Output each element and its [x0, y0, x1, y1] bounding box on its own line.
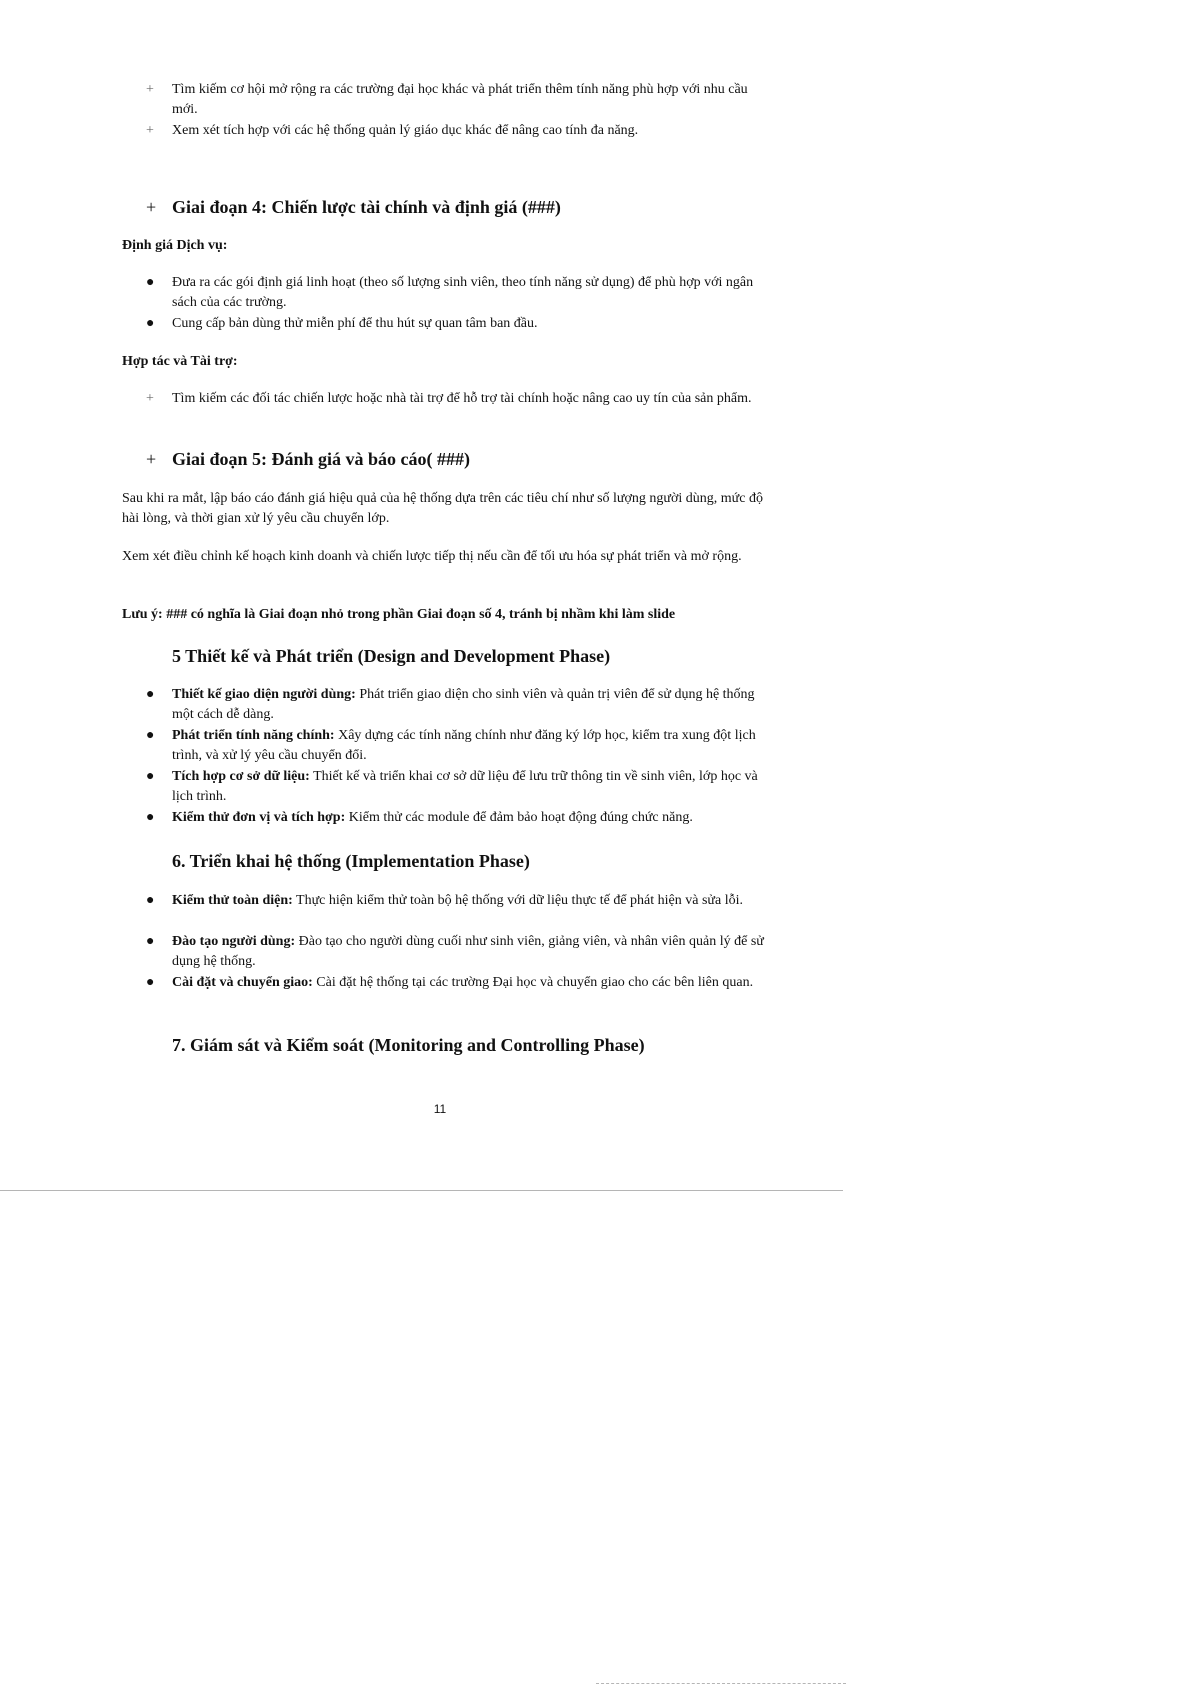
list-item-term: Đào tạo người dùng:: [172, 934, 296, 949]
stage-4-heading: [146, 195, 561, 219]
stage-5-title: Giai đoạn 5: Đánh giá và báo cáo( ###): [172, 449, 471, 469]
plus-bullet-icon: +: [146, 123, 154, 138]
list-item: [146, 80, 776, 120]
list-item-term: Tích hợp cơ sở dữ liệu:: [172, 769, 310, 784]
bullet-icon: ●: [146, 316, 155, 331]
list-item-text: Tìm kiếm cơ hội mở rộng ra các trường đại học khác và phát triển thêm tính năng phù hợp với nhu cầu mới.: [172, 82, 748, 117]
bullet-icon: ●: [146, 275, 155, 290]
bullet-icon: ●: [146, 975, 155, 990]
bullet-icon: ●: [146, 728, 155, 743]
stage-4-title: Giai đoạn 4: Chiến lược tài chính và định giá (###): [172, 197, 561, 217]
section-7-title: 7. Giám sát và Kiểm soát (Monitoring and Controlling Phase): [172, 1035, 645, 1055]
plus-bullet-icon: +: [146, 449, 157, 469]
list-item: [146, 314, 776, 334]
pricing-heading: Định giá Dịch vụ:: [122, 238, 228, 253]
page-divider: [0, 1190, 843, 1191]
list-item-text: Đưa ra các gói định giá linh hoạt (theo số lượng sinh viên, theo tính năng sử dụng) để phù hợp với ngân sách của các trường.: [172, 275, 754, 310]
list-item: [146, 121, 776, 141]
bullet-icon: ●: [146, 769, 155, 784]
list-item-text: Xây dựng các tính năng chính như đăng ký lớp học, kiểm tra xung đột lịch trình, và xử lý yêu cầu chuyển đổi.: [172, 728, 756, 763]
list-item-text: Tìm kiếm các đối tác chiến lược hoặc nhà tài trợ để hỗ trợ tài chính hoặc nâng cao uy tín của sản phẩm.: [172, 391, 752, 406]
list-item-text: Kiểm thử các module để đảm bảo hoạt động đúng chức năng.: [345, 810, 693, 825]
list-item: [146, 973, 776, 993]
list-item-text: Phát triển giao diện cho sinh viên và quản trị viên để sử dụng hệ thống một cách dễ dàng.: [172, 687, 755, 722]
paragraph: Xem xét điều chỉnh kế hoạch kinh doanh và chiến lược tiếp thị nếu cần để tối ưu hóa sự phát triển và mở rộng.: [122, 549, 742, 564]
bullet-icon: ●: [146, 893, 155, 908]
list-item-term: Cài đặt và chuyển giao:: [172, 975, 313, 990]
plus-bullet-icon: +: [146, 197, 157, 217]
bullet-icon: ●: [146, 687, 155, 702]
list-item-term: Kiểm thử đơn vị và tích hợp:: [172, 810, 346, 825]
list-item: [146, 685, 776, 725]
list-item: [146, 891, 776, 911]
section-5-title: 5 Thiết kế và Phát triển (Design and Development Phase): [172, 646, 611, 666]
page-divider-bottom: [596, 1683, 846, 1684]
list-item-term: Thiết kế giao diện người dùng:: [172, 687, 356, 702]
list-item-text: Cài đặt hệ thống tại các trường Đại học và chuyển giao cho các bên liên quan.: [312, 975, 754, 990]
plus-bullet-icon: +: [146, 391, 154, 406]
plus-bullet-icon: +: [146, 82, 154, 97]
list-item-text: Đào tạo cho người dùng cuối như sinh viên, giảng viên, và nhân viên quản lý để sử dụng hệ thống.: [172, 934, 764, 969]
list-item-term: Phát triển tính năng chính:: [172, 728, 335, 743]
stage-5-heading: [146, 447, 470, 471]
bullet-icon: ●: [146, 934, 155, 949]
list-item: [146, 273, 776, 313]
note: Lưu ý: ### có nghĩa là Giai đoạn nhỏ trong phần Giai đoạn số 4, tránh bị nhầm khi làm slide: [122, 607, 676, 622]
list-item-text: Cung cấp bản dùng thử miễn phí để thu hút sự quan tâm ban đầu.: [172, 316, 538, 331]
list-item: [146, 932, 776, 972]
list-item: [146, 726, 776, 766]
list-item-term: Kiểm thử toàn diện:: [172, 893, 293, 908]
list-item: [146, 389, 776, 409]
section-6-title: 6. Triển khai hệ thống (Implementation Phase): [172, 851, 530, 871]
page-number: 11: [433, 1102, 447, 1116]
partners-heading: Hợp tác và Tài trợ:: [122, 354, 238, 369]
list-item: [146, 767, 776, 807]
list-item-text: Xem xét tích hợp với các hệ thống quản lý giáo dục khác để nâng cao tính đa năng.: [172, 123, 639, 138]
list-item-text: Thực hiện kiểm thử toàn bộ hệ thống với dữ liệu thực tế để phát hiện và sửa lỗi.: [292, 893, 744, 908]
list-item: [146, 808, 776, 828]
list-item-text: Thiết kế và triển khai cơ sở dữ liệu để lưu trữ thông tin về sinh viên, lớp học và lịch trình.: [172, 769, 758, 804]
paragraph: Sau khi ra mắt, lập báo cáo đánh giá hiệu quả của hệ thống dựa trên các tiêu chí như số lượng người dùng, mức độ hài lòng, và thời gian xử lý yêu cầu chuyển lớp.: [122, 491, 763, 526]
bullet-icon: ●: [146, 810, 155, 825]
